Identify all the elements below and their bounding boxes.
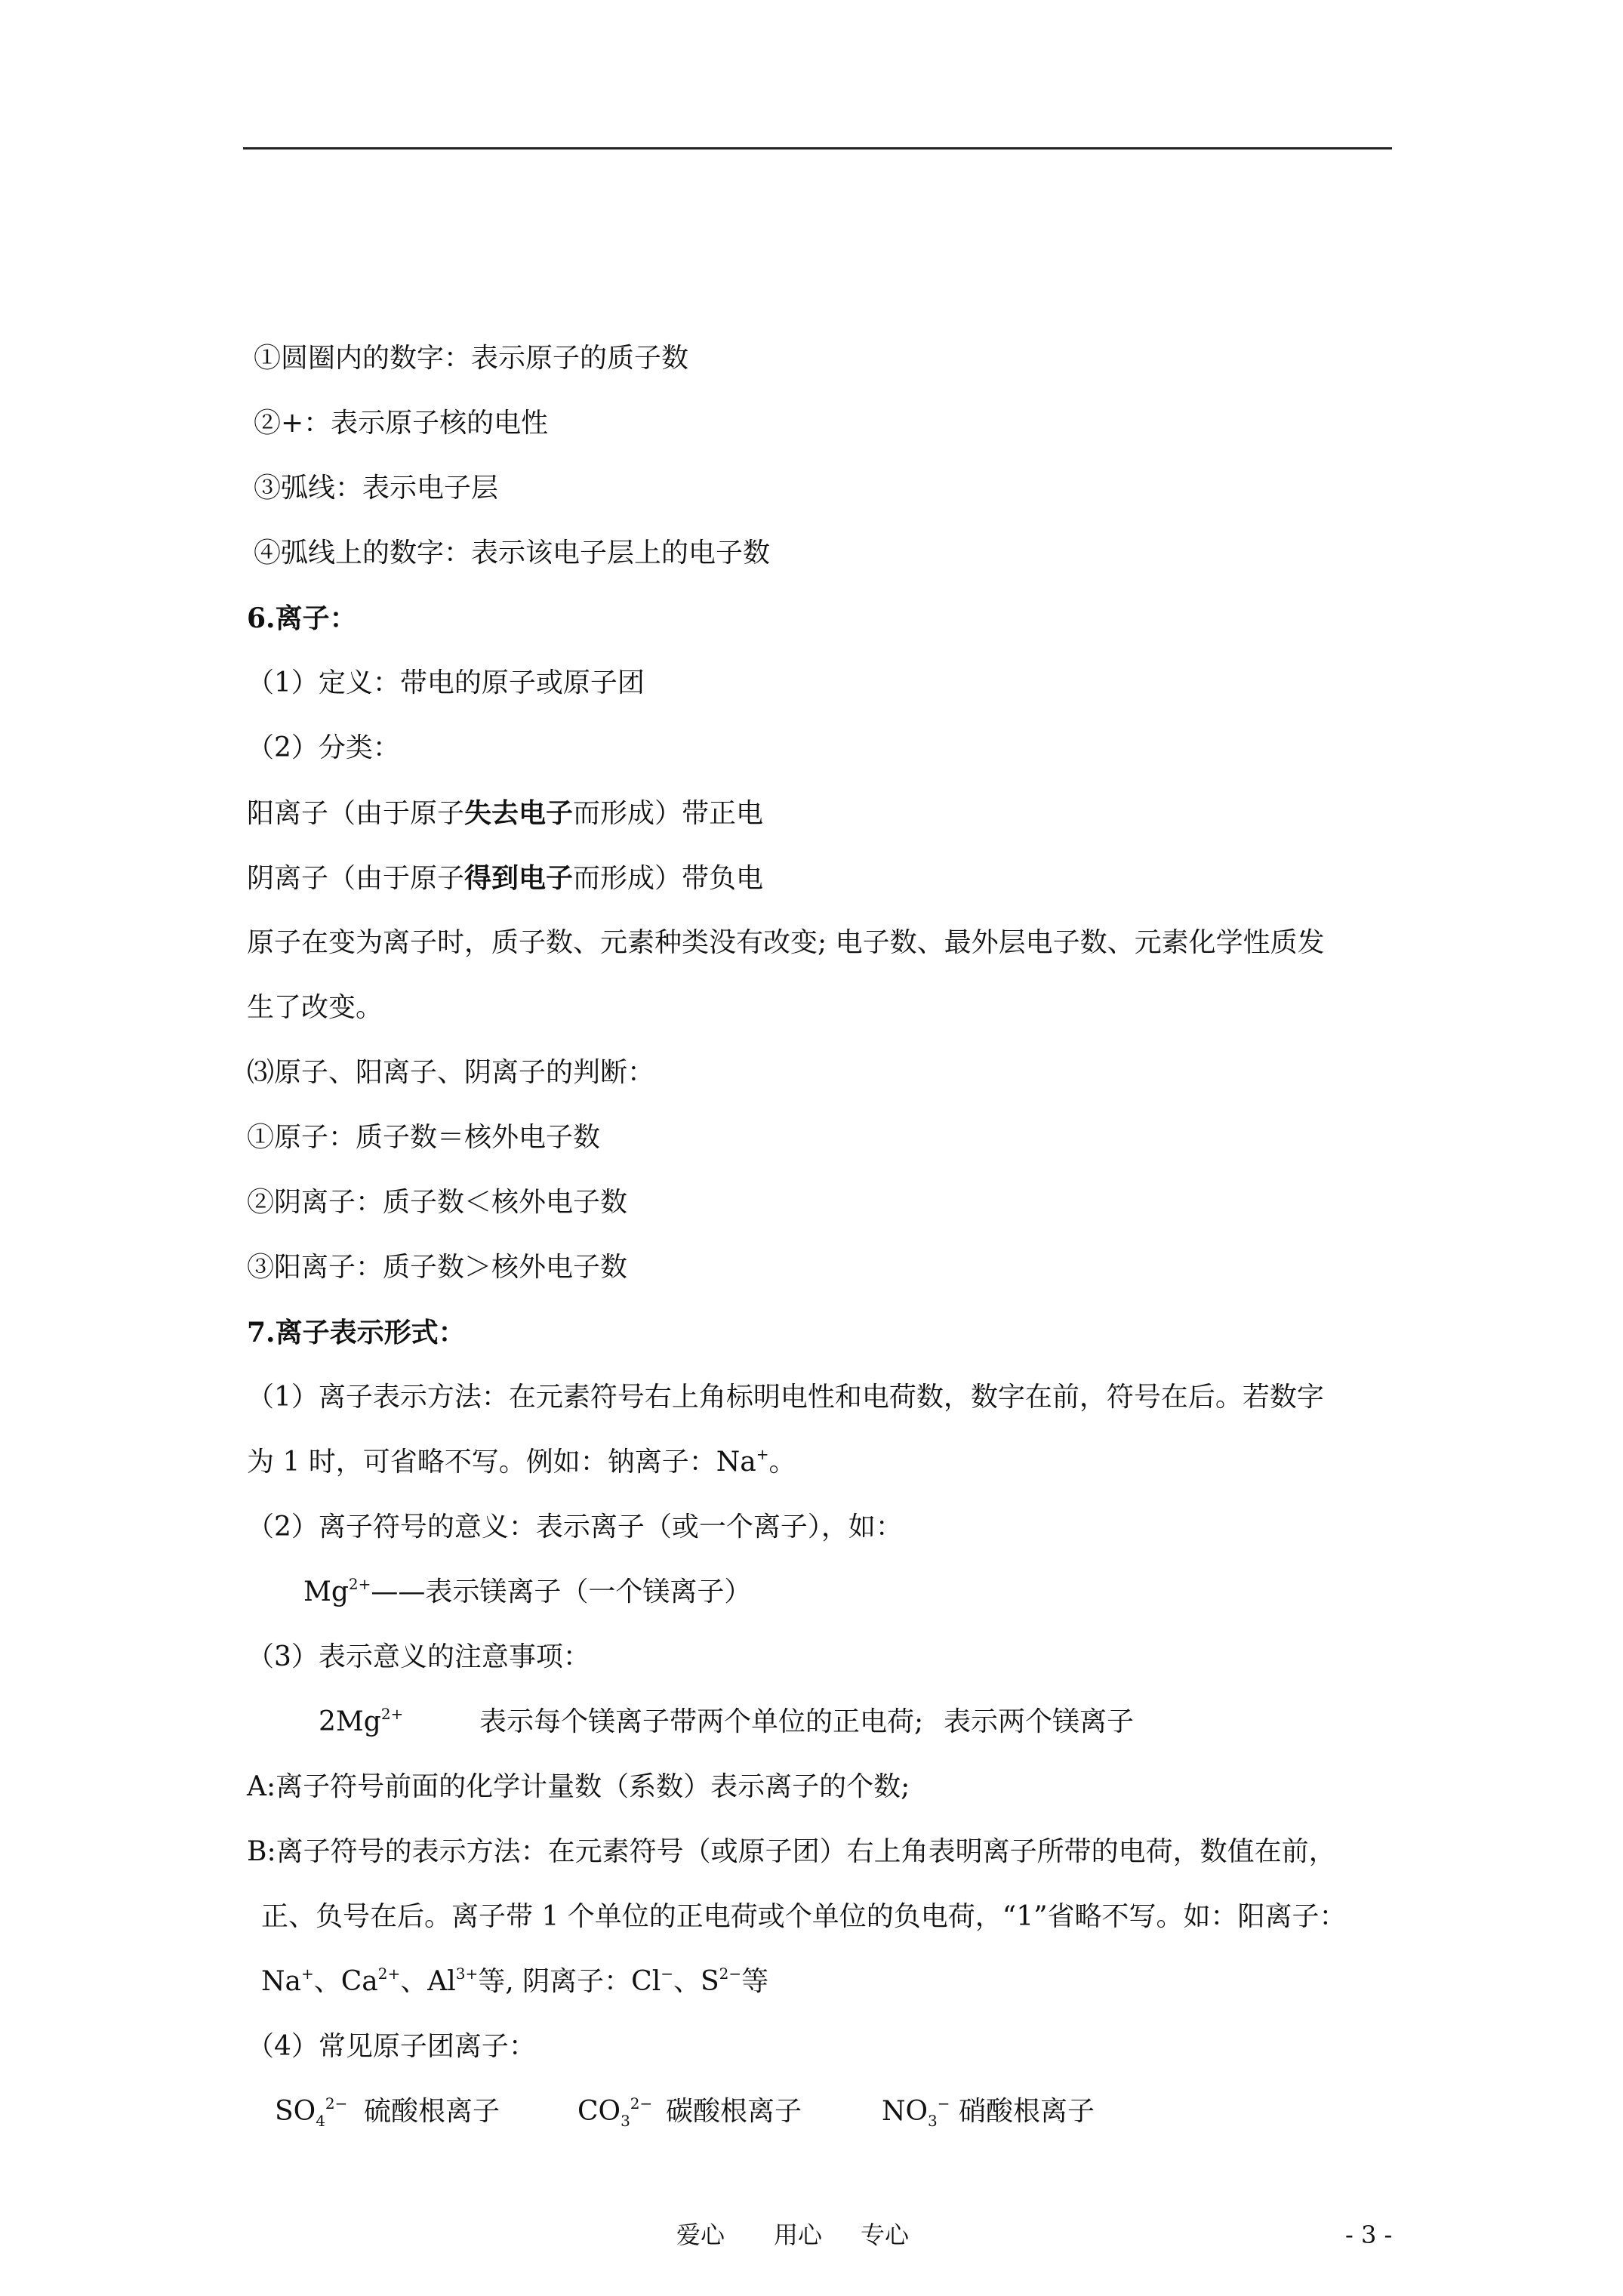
- two-mg-count-note: 表示两个镁离子: [944, 1706, 1135, 1737]
- notation-method-line-2: 为 1 时，可省略不写。例如：钠离子：Na+。: [247, 1445, 796, 1478]
- section-7-heading: 7.离子表示形式：: [247, 1317, 466, 1348]
- judgement-cation: ③阳离子：质子数＞核外电子数: [247, 1252, 628, 1283]
- gain-electrons-emphasis: 得到电子: [464, 862, 574, 894]
- note-a: A:离子符号前面的化学计量数（系数）表示离子的个数;: [247, 1771, 910, 1802]
- ion-definition: （1）定义：带电的原子或原子团: [247, 667, 645, 698]
- structure-item-2: ②+：表示原子核的电性: [254, 408, 549, 439]
- footer-word-3: 专心: [861, 2220, 910, 2249]
- header-rule: [243, 147, 1392, 149]
- change-paragraph-line-2: 生了改变。: [247, 992, 383, 1023]
- page-number: - 3 -: [1345, 2220, 1393, 2249]
- structure-item-1: ①圆圈内的数字：表示原子的质子数: [254, 343, 689, 374]
- sulfate-name: 硫酸根离子: [364, 2096, 500, 2127]
- note-b-line-2: 正、负号在后。离子带 1 个单位的正电荷或个单位的负电荷，“1”省略不写。如：阳离子：: [261, 1901, 1347, 1932]
- lose-electrons-emphasis: 失去电子: [464, 797, 574, 829]
- judgement-anion: ②阴离子：质子数＜核外电子数: [247, 1187, 628, 1218]
- judgement-heading: ⑶原子、阳离子、阴离子的判断：: [247, 1057, 655, 1088]
- structure-item-4: ④弧线上的数字：表示该电子层上的电子数: [254, 538, 771, 569]
- symbol-meaning: （2）离子符号的意义：表示离子（或一个离子），如：: [247, 1512, 903, 1542]
- sulfate-formula: $SO_4^{2-}$: [275, 2094, 348, 2131]
- two-mg-formula: $2Mg^{2+}$: [319, 1705, 404, 1737]
- change-paragraph-line-1: 原子在变为离子时，质子数、元素种类没有改变; 电子数、最外层电子数、元素化学性质发: [247, 927, 1325, 958]
- carbonate-formula: $CO_3^{2-}$: [577, 2094, 653, 2131]
- judgement-atom: ①原子：质子数＝核外电子数: [247, 1122, 601, 1153]
- footer-word-1: 爱心: [676, 2220, 725, 2249]
- note-b-line-1: B:离子符号的表示方法：在元素符号（或原子团）右上角表明离子所带的电荷，数值在前，: [247, 1836, 1336, 1867]
- notes-heading: （3）表示意义的注意事项：: [247, 1641, 590, 1672]
- nitrate-formula: $NO_3^-$: [882, 2094, 950, 2131]
- structure-item-3: ③弧线：表示电子层: [254, 473, 499, 504]
- ion-examples: Na+、$Ca^{2+}$、$Al^{3+}$等, 阴离子：Cl−、$S^{2-}$等: [261, 1965, 769, 1997]
- nitrate-name: 硝酸根离子: [959, 2096, 1095, 2127]
- carbonate-name: 碳酸根离子: [666, 2096, 802, 2127]
- section-6-heading: 6.离子：: [247, 603, 357, 634]
- radical-ions-heading: （4）常见原子团离子：: [247, 2031, 536, 2062]
- anion-line: 阴离子（由于原子得到电子而形成）带负电: [247, 862, 764, 894]
- cation-line: 阳离子（由于原子失去电子而形成）带正电: [247, 797, 764, 829]
- notation-method-line-1: （1）离子表示方法：在元素符号右上角标明电性和电荷数，数字在前，符号在后。若数字: [247, 1382, 1324, 1413]
- two-mg-charge-note: 表示每个镁离子带两个单位的正电荷;: [479, 1706, 924, 1737]
- footer-word-2: 用心: [774, 2220, 823, 2249]
- mg-example: $Mg^{2+}——$表示镁离子（一个镁离子）: [303, 1575, 752, 1607]
- ion-classification: （2）分类：: [247, 732, 400, 763]
